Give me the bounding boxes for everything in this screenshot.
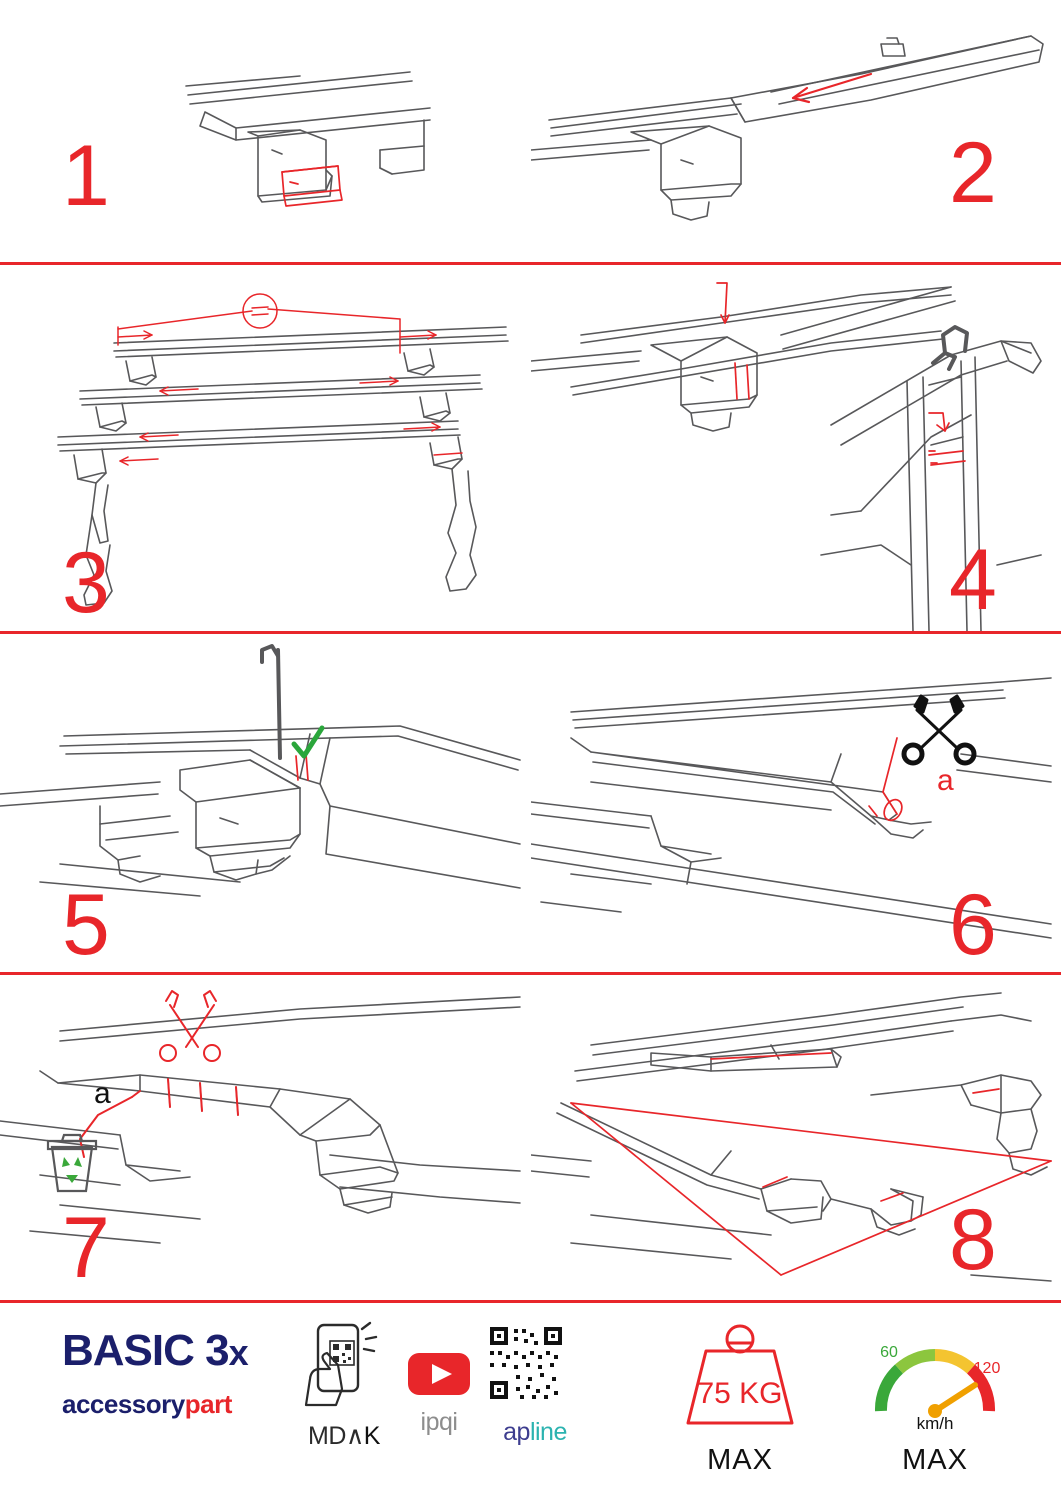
step-panel-2 (531, 0, 1061, 262)
step-panel-1 (0, 0, 530, 262)
brand-title-suffix: x (228, 1332, 248, 1373)
footer (0, 1303, 1061, 1500)
speed-unit: km/h (916, 1414, 954, 1433)
logo-apline[interactable] (480, 1321, 590, 1445)
speed-tick-60: 60 (880, 1344, 898, 1361)
max-speed-block (855, 1311, 1015, 1477)
brand-title (62, 1326, 277, 1375)
step-number-4: 4 (949, 532, 995, 628)
mdak-caption-first: MD (308, 1422, 346, 1450)
max-weight-value: 75 KG (697, 1377, 783, 1410)
label-a-step6: a (937, 764, 954, 797)
speedometer-icon (855, 1311, 1015, 1433)
brand-subtitle-first: accessory (62, 1389, 185, 1419)
step-number-8: 8 (949, 1192, 995, 1288)
step-number-3: 3 (62, 535, 108, 631)
qr-code-icon[interactable] (480, 1321, 590, 1405)
brand-subtitle (62, 1391, 277, 1417)
step-number-5: 5 (62, 877, 108, 972)
step-panel-3 (0, 265, 530, 631)
step-number-6: 6 (949, 877, 995, 972)
step-panel-8 (531, 975, 1061, 1300)
brand-title-text: BASIC 3 (62, 1326, 229, 1375)
step-panel-6 (531, 634, 1061, 972)
logo-mdak-caption (296, 1424, 392, 1449)
logo-apline-caption (480, 1420, 590, 1445)
brand-subtitle-second: part (184, 1389, 232, 1419)
mdak-caption-last: K (363, 1422, 380, 1450)
logo-mdak (296, 1319, 392, 1449)
logo-ipqi[interactable] (396, 1345, 482, 1435)
brand-block (62, 1326, 277, 1419)
step-panel-5 (0, 634, 530, 972)
youtube-icon[interactable] (396, 1345, 482, 1395)
mdak-caption-mid: ∧ (345, 1422, 364, 1450)
max-weight-block (660, 1311, 820, 1477)
max-weight-label: MAX (707, 1444, 773, 1476)
step-panel-7 (0, 975, 530, 1300)
step-number-2: 2 (949, 125, 995, 221)
step-number-7: 7 (62, 1200, 108, 1296)
max-speed-label: MAX (902, 1444, 968, 1476)
apline-caption-last: line (529, 1418, 567, 1446)
step-number-1: 1 (62, 128, 108, 224)
logo-ipqi-caption: ipqi (420, 1408, 458, 1436)
step-panel-4 (531, 265, 1061, 631)
weight-icon (660, 1311, 820, 1433)
scan-qr-phone-icon (296, 1319, 392, 1409)
label-a-step7: a (94, 1077, 111, 1110)
apline-caption-first: ap (503, 1418, 530, 1446)
speed-tick-120: 120 (973, 1360, 1001, 1377)
